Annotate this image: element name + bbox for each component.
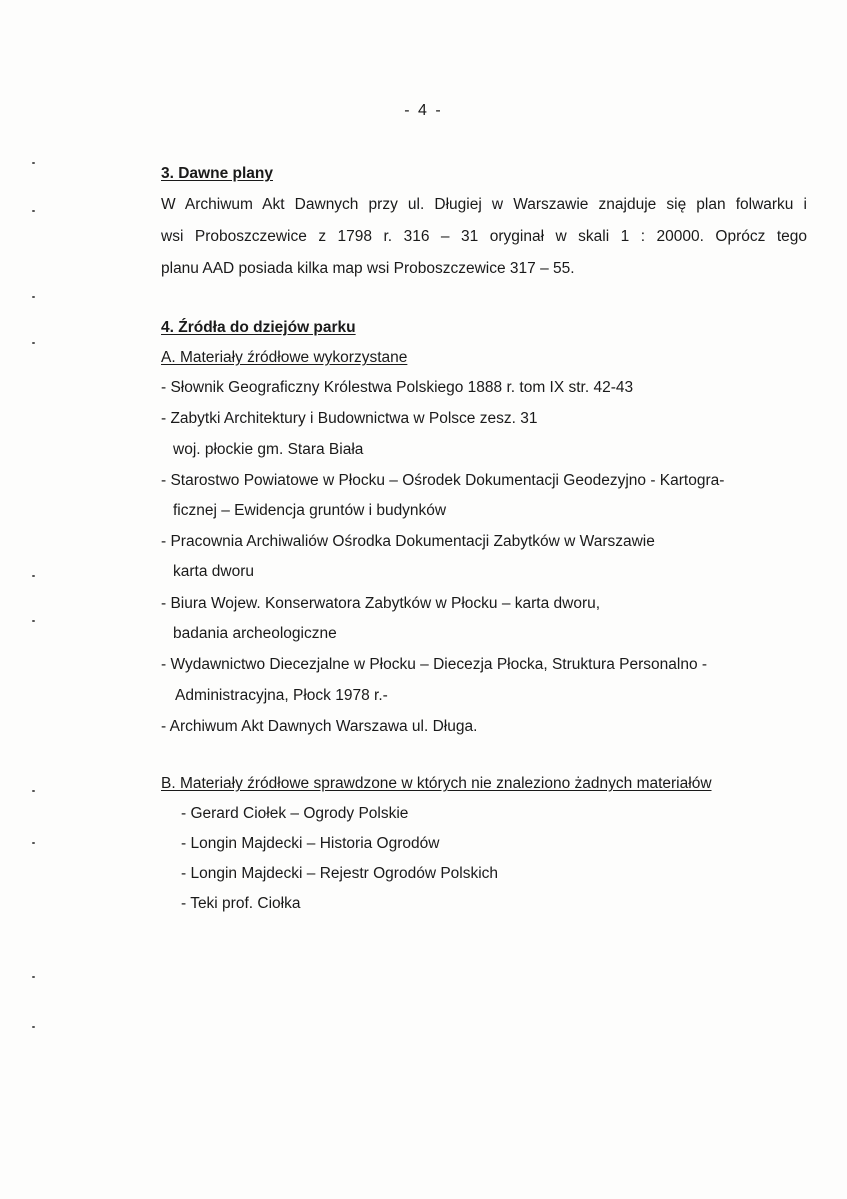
scan-speck [32, 575, 35, 577]
page-number: - 4 - [404, 102, 443, 119]
scan-speck [32, 210, 35, 212]
scan-speck [32, 976, 35, 978]
scan-speck [32, 162, 35, 164]
part-b-line: - Gerard Ciołek – Ogrody Polskie [181, 805, 409, 822]
section-3-paragraph-line: planu AAD posiada kilka map wsi Proboszczewice 317 – 55. [161, 260, 575, 277]
part-a-line: ficznej – Ewidencja gruntów i budynków [173, 502, 447, 519]
part-b-line: - Longin Majdecki – Rejestr Ogrodów Polskich [181, 865, 499, 882]
part-a-line: Administracyjna, Płock 1978 r.- [175, 687, 388, 704]
part-a-line: - Pracownia Archiwaliów Ośrodka Dokumentacji Zabytków w Warszawie [161, 533, 655, 550]
part-a-line: - Wydawnictwo Diecezjalne w Płocku – Diecezja Płocka, Struktura Personalno - [161, 656, 708, 673]
part-a-line: badania archeologiczne [173, 625, 337, 642]
section-3-heading: 3. Dawne plany [161, 165, 273, 182]
scan-speck [32, 1026, 35, 1028]
part-a-line: - Starostwo Powiatowe w Płocku – Ośrodek Dokumentacji Geodezyjno - Kartogra- [161, 472, 725, 489]
part-b-line: - Longin Majdecki – Historia Ogrodów [181, 835, 440, 852]
part-a-line: - Słownik Geograficzny Królestwa Polskiego 1888 r. tom IX str. 42-43 [161, 379, 634, 396]
scan-speck [32, 790, 35, 792]
part-a-line: - Archiwum Akt Dawnych Warszawa ul. Długa. [161, 718, 478, 735]
section-3-paragraph-line: wsi Proboszczewice z 1798 r. 316 – 31 oryginał w skali 1 : 20000. Oprócz tego [161, 228, 807, 245]
part-a-line: - Biura Wojew. Konserwatora Zabytków w Płocku – karta dworu, [161, 595, 601, 612]
part-a-line: - Zabytki Architektury i Budownictwa w Polsce zesz. 31 [161, 410, 538, 427]
section-4-heading: 4. Źródła do dziejów parku [161, 319, 356, 336]
part-a-line: woj. płockie gm. Stara Biała [173, 441, 364, 458]
part-b-line: - Teki prof. Ciołka [181, 895, 301, 912]
section-3-paragraph-line: W Archiwum Akt Dawnych przy ul. Długiej w Warszawie znajduje się plan folwarku i [161, 196, 807, 213]
scan-speck [32, 620, 35, 622]
part-b-heading: B. Materiały źródłowe sprawdzone w których nie znaleziono żadnych materiałów [161, 775, 712, 792]
scan-speck [32, 342, 35, 344]
part-a-line: karta dworu [173, 563, 254, 580]
scan-speck [32, 842, 35, 844]
part-a-heading: A. Materiały źródłowe wykorzystane [161, 349, 408, 366]
scan-speck [32, 296, 35, 298]
